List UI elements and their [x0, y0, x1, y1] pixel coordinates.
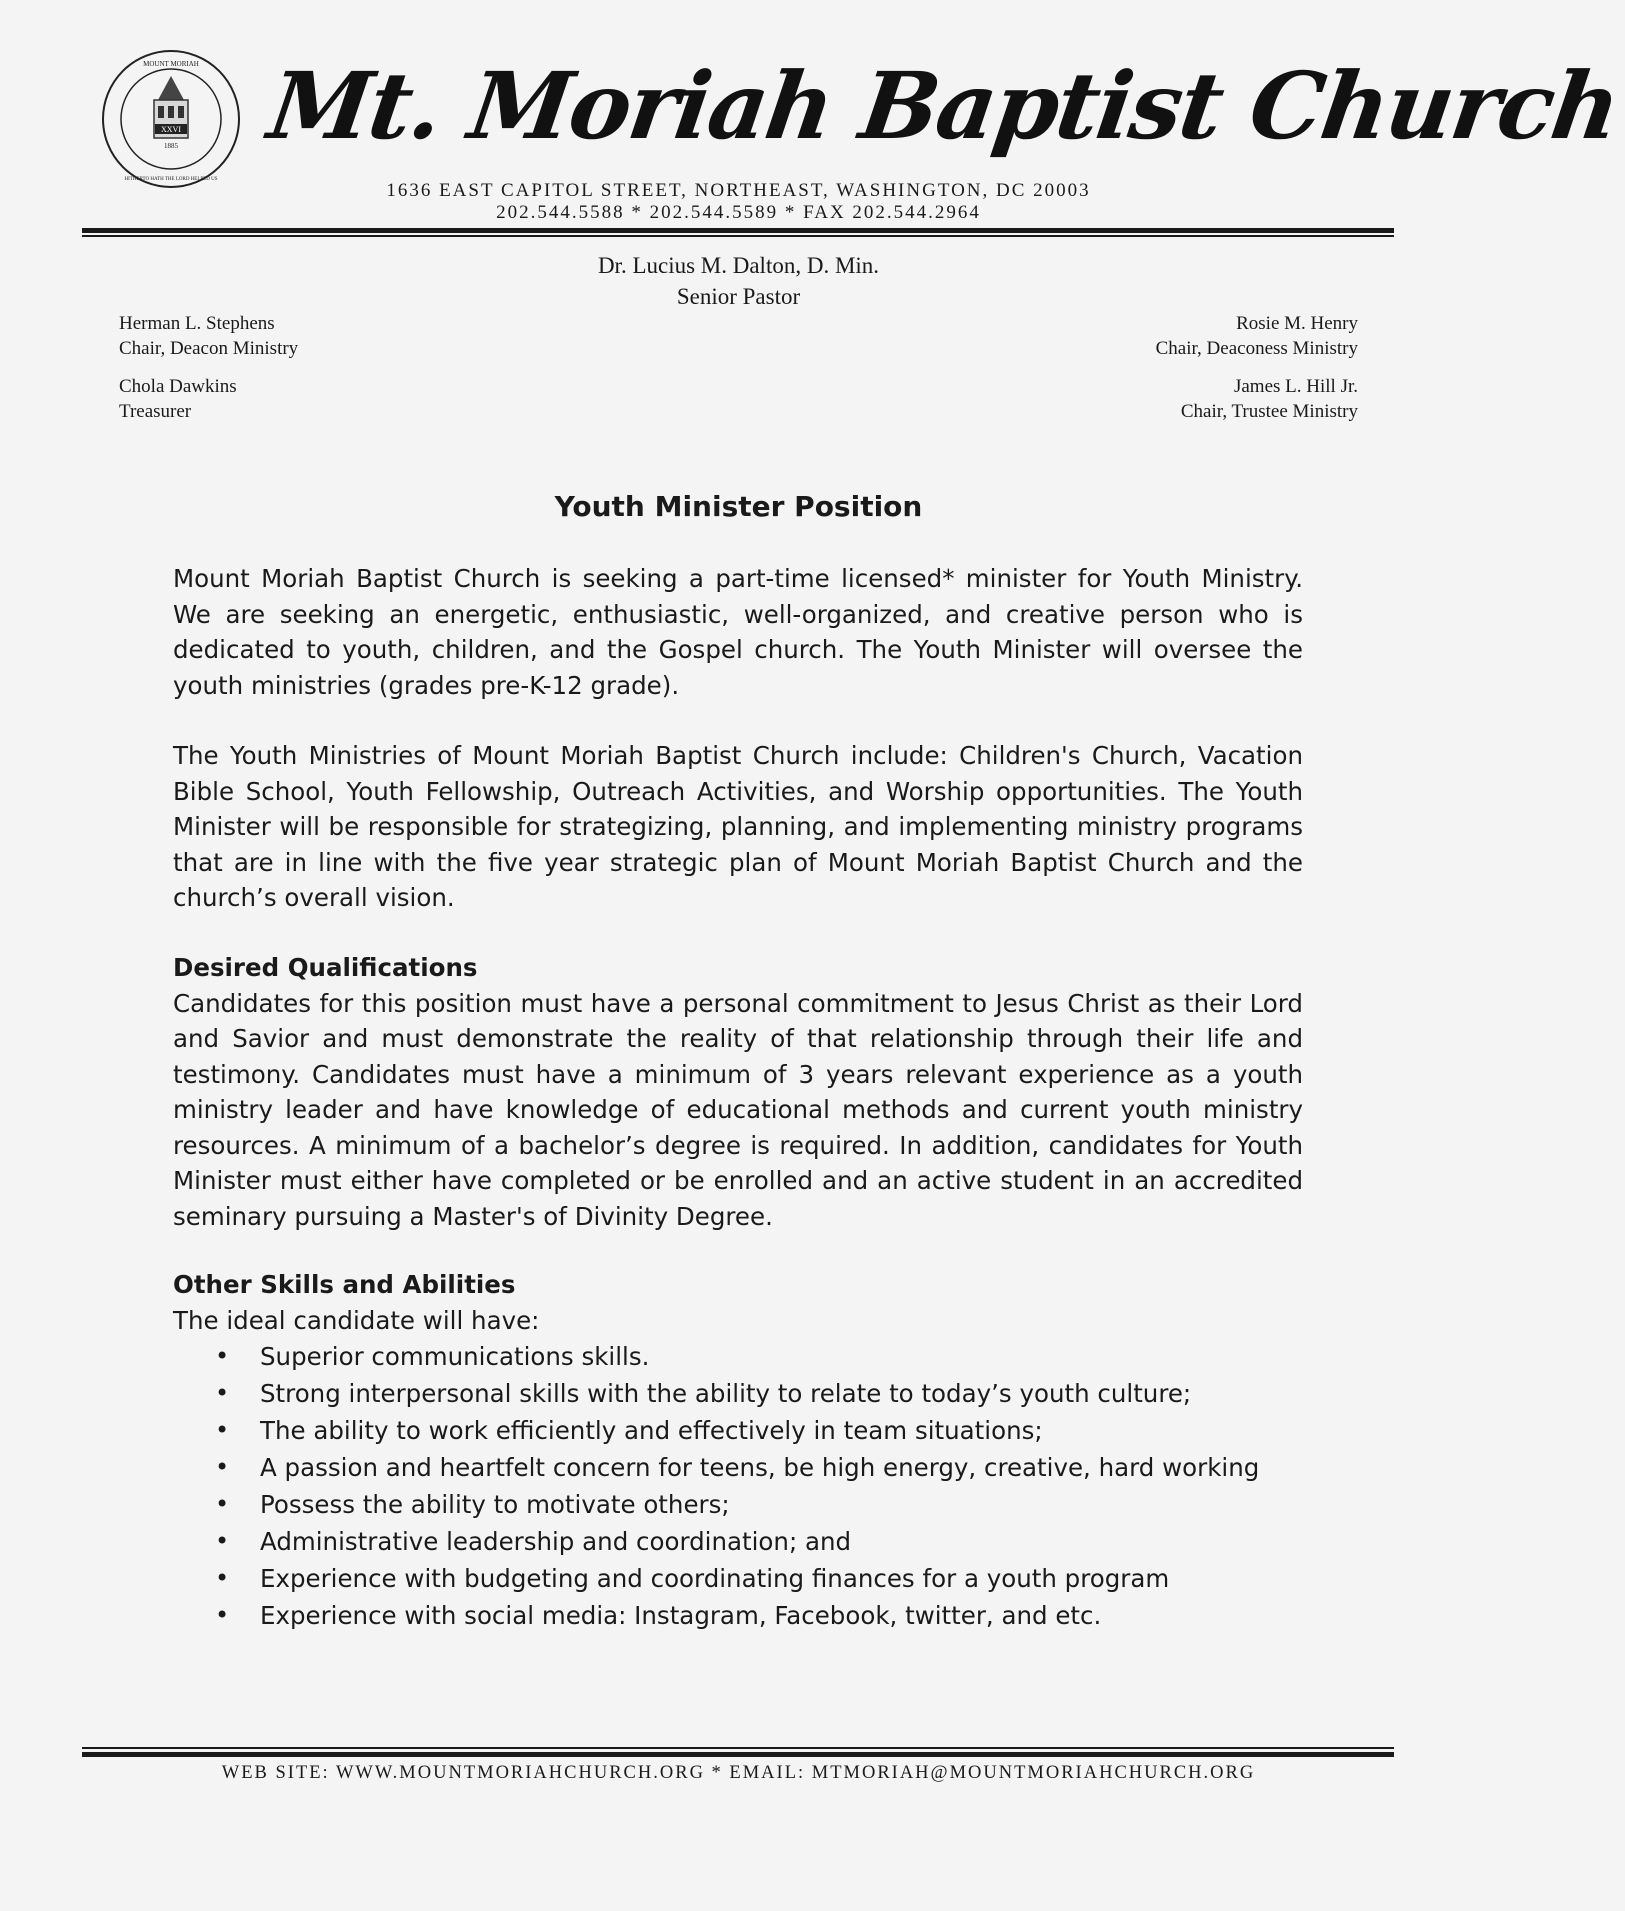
pastor-block: [0, 250, 1477, 312]
church-name-wordmark: Mt. Moriah Baptist Church: [262, 52, 1625, 160]
skills-section: [173, 1267, 1303, 1634]
pastor-name: Dr. Lucius M. Dalton, D. Min.: [597, 253, 880, 278]
list-item: • Experience with social media: Instagram, Facebook, twitter, and etc.: [173, 1597, 1303, 1634]
officer-role: Chair, Deaconess Ministry: [1155, 338, 1358, 359]
section-heading: Desired Qualifications: [173, 953, 478, 982]
list-item: • Possess the ability to motivate others;: [173, 1486, 1303, 1523]
officer-role: Chair, Deacon Ministry: [119, 338, 299, 359]
svg-text:MOUNT MORIAH: MOUNT MORIAH: [143, 60, 199, 68]
svg-text:HITHERTO HATH THE LORD HELPED: HITHERTO HATH THE LORD HELPED US: [124, 177, 218, 182]
svg-text:XXVI: XXVI: [161, 125, 181, 134]
list-item: • The ability to work efficiently and effectively in team situations;: [173, 1412, 1303, 1449]
paragraph-ministries: [173, 738, 1303, 916]
footer-contact: WEB SITE: WWW.MOUNTMORIAHCHURCH.ORG * EMAIL: MTMORIAH@MOUNTMORIAHCHURCH.ORG: [221, 1763, 1256, 1783]
officer-trustee: [1181, 374, 1358, 424]
header-rule-thin: [82, 235, 1394, 237]
officer-deaconess: [1156, 311, 1358, 361]
list-item: • Superior communications skills.: [173, 1338, 1303, 1375]
list-item: • Administrative leadership and coordination; and: [173, 1523, 1303, 1560]
paragraph-text: The Youth Ministries of Mount Moriah Baptist Church include: Children's Church, Vacation Bible School, Youth Fellowship, Outreach Activities, and Worship opportunities. The Youth Minister will be responsible for strategizing, planning, and implementing ministry programs that are in line with the five year strategic plan of Mount Moriah Baptist Church and the church’s overall vision.: [173, 741, 1303, 912]
officer-deacon: [119, 311, 298, 361]
officer-treasurer: [119, 374, 237, 424]
footer-rule: [82, 1752, 1394, 1757]
list-item: • A passion and heartfelt concern for teens, be high energy, creative, hard working: [173, 1449, 1303, 1486]
pastor-title: Senior Pastor: [676, 284, 801, 309]
svg-text:1885: 1885: [164, 142, 178, 150]
phone-line: 202.544.5588 * 202.544.5589 * FAX 202.544.2964: [496, 202, 981, 223]
skills-intro: The ideal candidate will have:: [173, 1305, 540, 1335]
header-rule: [82, 228, 1394, 233]
officer-name: James L. Hill Jr.: [1233, 376, 1358, 397]
officer-name: Chola Dawkins: [119, 376, 237, 397]
section-heading: Other Skills and Abilities: [173, 1270, 516, 1299]
officer-role: Treasurer: [119, 401, 192, 422]
paragraph-intro: [173, 561, 1303, 703]
paragraph-text: Mount Moriah Baptist Church is seeking a part-time licensed* minister for Youth Ministry. We are seeking an energetic, enthusiastic, well-organized, and creative person who is dedicated to youth, children, and the Gospel church. The Youth Minister will oversee the youth ministries (grades pre-K-12 grade).: [173, 564, 1303, 700]
qualifications-section: [173, 950, 1303, 1234]
address-block: [0, 180, 1477, 224]
officer-role: Chair, Trustee Ministry: [1180, 401, 1358, 422]
qualifications-text: Candidates for this position must have a personal commitment to Jesus Christ as their Lord and Savior and must demonstrate the reality of that relationship through their life and testimony. Candidates must have a minimum of 3 years relevant experience as a youth ministry leader and have knowledge of educational methods and current youth ministry resources. A minimum of a bachelor’s degree is required. In addition, candidates for Youth Minister must either have completed or be enrolled and an active student in an accredited seminary pursuing a Master's of Divinity Degree.: [173, 988, 1303, 1231]
skills-list: [173, 1338, 1303, 1634]
officer-name: Rosie M. Henry: [1236, 313, 1358, 334]
footer-rule-thin: [82, 1747, 1394, 1749]
document-title: Youth Minister Position: [554, 490, 923, 523]
church-seal-logo: [100, 48, 242, 190]
address-line: 1636 EAST CAPITOL STREET, NORTHEAST, WASHINGTON, DC 20003: [386, 180, 1091, 201]
officer-name: Herman L. Stephens: [119, 313, 275, 334]
list-item: • Experience with budgeting and coordinating finances for a youth program: [173, 1560, 1303, 1597]
list-item: • Strong interpersonal skills with the ability to relate to today’s youth culture;: [173, 1375, 1303, 1412]
